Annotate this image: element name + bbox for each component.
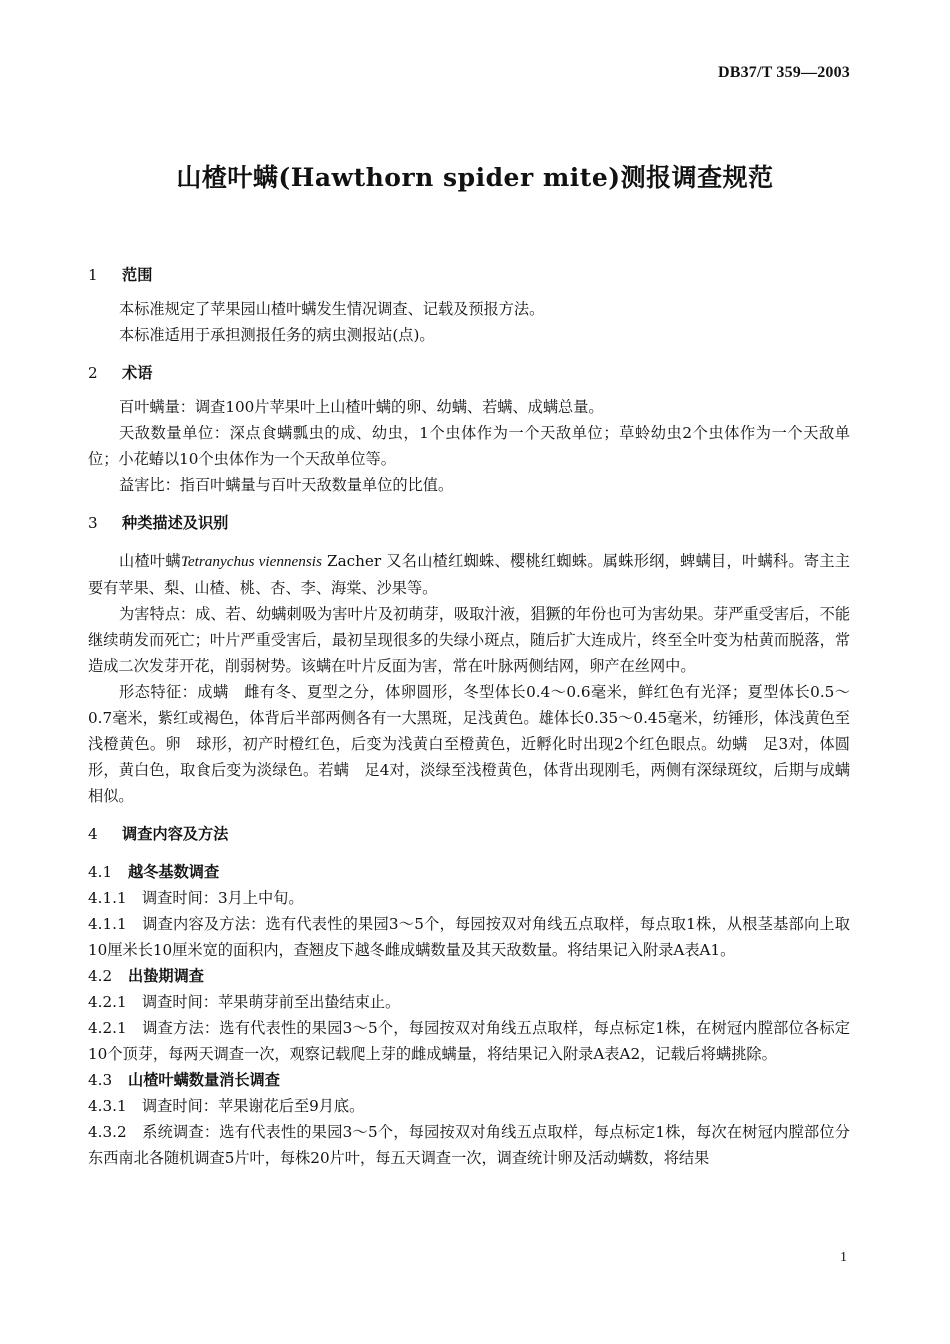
clause bbox=[88, 885, 850, 911]
clause-number: 4.2.1 bbox=[88, 1019, 127, 1037]
clause-text: 调查内容及方法：选有代表性的果园3～5个，每园按双对角线五点取样，每点取1株，从根茎基部向上取10厘米长10厘米宽的面积内，查翘皮下越冬雌成螨数量及其天敌数量。将结果记入附录A表A1。 bbox=[88, 915, 850, 959]
section-number: 2 bbox=[88, 364, 98, 382]
paragraph-text: Zacher 又名山楂红蜘蛛、樱桃红蜘蛛。属蛛形纲，蜱螨目，叶螨科。寄主主要有苹果、梨、山楂、桃、杏、李、海棠、沙果等。 bbox=[88, 552, 850, 597]
clause-text: 调查时间：苹果谢花后至9月底。 bbox=[142, 1097, 365, 1115]
paragraph bbox=[88, 548, 850, 601]
clause-number: 4.1.1 bbox=[88, 889, 127, 907]
subsection-title: 越冬基数调查 bbox=[128, 863, 220, 881]
section-heading-3 bbox=[88, 510, 850, 536]
clause-number: 4.3.1 bbox=[88, 1097, 127, 1115]
section-heading-1 bbox=[88, 262, 850, 288]
subsection-title: 山楂叶螨数量消长调查 bbox=[128, 1071, 280, 1089]
subsection-title: 出蛰期调查 bbox=[128, 967, 204, 985]
clause-number: 4.2.1 bbox=[88, 993, 127, 1011]
section-number: 4 bbox=[88, 825, 98, 843]
clause-text: 系统调查：选有代表性的果园3～5个，每园按双对角线五点取样，每点标定1株，每次在树冠内膛部位分东西南北各随机调查5片叶，每株20片叶，每五天调查一次，调查统计卵及活动螨数，将结果 bbox=[88, 1123, 850, 1167]
subsection-number: 4.3 bbox=[88, 1071, 113, 1089]
subsection-heading bbox=[88, 859, 850, 885]
section-title: 范围 bbox=[122, 266, 153, 284]
section-number: 3 bbox=[88, 514, 98, 532]
clause-text: 调查方法：选有代表性的果园3～5个，每园按双对角线五点取样，每点标定1株，在树冠内膛部位各标定10个顶芽，每两天调查一次，观察记载爬上芽的雌成螨量，将结果记入附录A表A2，记载后将螨挑除。 bbox=[88, 1019, 850, 1063]
subsection-number: 4.1 bbox=[88, 863, 113, 881]
clause-number: 4.3.2 bbox=[88, 1123, 127, 1141]
clause-text: 调查时间：3月上中旬。 bbox=[142, 889, 304, 907]
clause bbox=[88, 989, 850, 1015]
paragraph: 本标准适用于承担测报任务的病虫测报站(点)。 bbox=[119, 326, 435, 344]
clause-number: 4.1.1 bbox=[88, 915, 127, 933]
clause bbox=[88, 1093, 850, 1119]
clause bbox=[88, 1015, 850, 1067]
section-title: 术语 bbox=[122, 364, 153, 382]
paragraph-text: 山楂叶螨 bbox=[119, 552, 181, 570]
clause bbox=[88, 911, 850, 963]
document-body bbox=[88, 262, 850, 1171]
paragraph: 天敌数量单位：深点食螨瓢虫的成、幼虫，1个虫体作为一个天敌单位；草蛉幼虫2个虫体作为一个天敌单位；小花蝽以10个虫体作为一个天敌单位等。 bbox=[88, 424, 850, 468]
paragraph: 本标准规定了苹果园山楂叶螨发生情况调查、记载及预报方法。 bbox=[119, 300, 545, 318]
clause-text: 调查时间：苹果萌芽前至出蛰结束止。 bbox=[142, 993, 401, 1011]
paragraph: 为害特点：成、若、幼螨刺吸为害叶片及初萌芽，吸取汁液，猖獗的年份也可为害幼果。芽严重受害后，不能继续萌发而死亡；叶片严重受害后，最初呈现很多的失绿小斑点，随后扩大连成片，终至全叶变为枯黄而脱落，常造成二次发芽开花，削弱树势。该螨在叶片反面为害，常在叶脉两侧结网，卵产在丝网中。 bbox=[88, 605, 850, 675]
paragraph: 百叶螨量：调查100片苹果叶上山楂叶螨的卵、幼螨、若螨、成螨总量。 bbox=[119, 398, 604, 416]
section-number: 1 bbox=[88, 266, 98, 284]
paragraph: 益害比：指百叶螨量与百叶天敌数量单位的比值。 bbox=[119, 476, 454, 494]
subsection-number: 4.2 bbox=[88, 967, 113, 985]
subsection-heading bbox=[88, 1067, 850, 1093]
section-title: 种类描述及识别 bbox=[122, 514, 229, 532]
clause bbox=[88, 1119, 850, 1171]
document-code: DB37/T 359—2003 bbox=[717, 64, 850, 81]
section-title: 调查内容及方法 bbox=[122, 825, 229, 843]
scientific-name: Tetranychus viennensis bbox=[180, 553, 322, 570]
paragraph: 形态特征：成螨 雌有冬、夏型之分，体卵圆形，冬型体长0.4～0.6毫米，鲜红色有光泽；夏型体长0.5～0.7毫米，紫红或褐色，体背后半部两侧各有一大黑斑，足浅黄色。雄体长0.35～0.45毫米，纺锤形，体浅黄色至浅橙黄色。卵 球形，初产时橙红色，后变为浅黄白至橙黄色，近孵化时出现2个红色眼点。幼螨 足3对，体圆形，黄白色，取食后变为淡绿色。若螨 足4对，淡绿至浅橙黄色，体背出现刚毛，两侧有深绿斑纹，后期与成螨相似。 bbox=[88, 683, 850, 805]
section-heading-4 bbox=[88, 821, 850, 847]
page-number: 1 bbox=[840, 1250, 847, 1265]
section-heading-2 bbox=[88, 360, 850, 386]
subsection-heading bbox=[88, 963, 850, 989]
page-title: 山楂叶螨(Hawthorn spider mite)测报调查规范 bbox=[176, 163, 774, 192]
